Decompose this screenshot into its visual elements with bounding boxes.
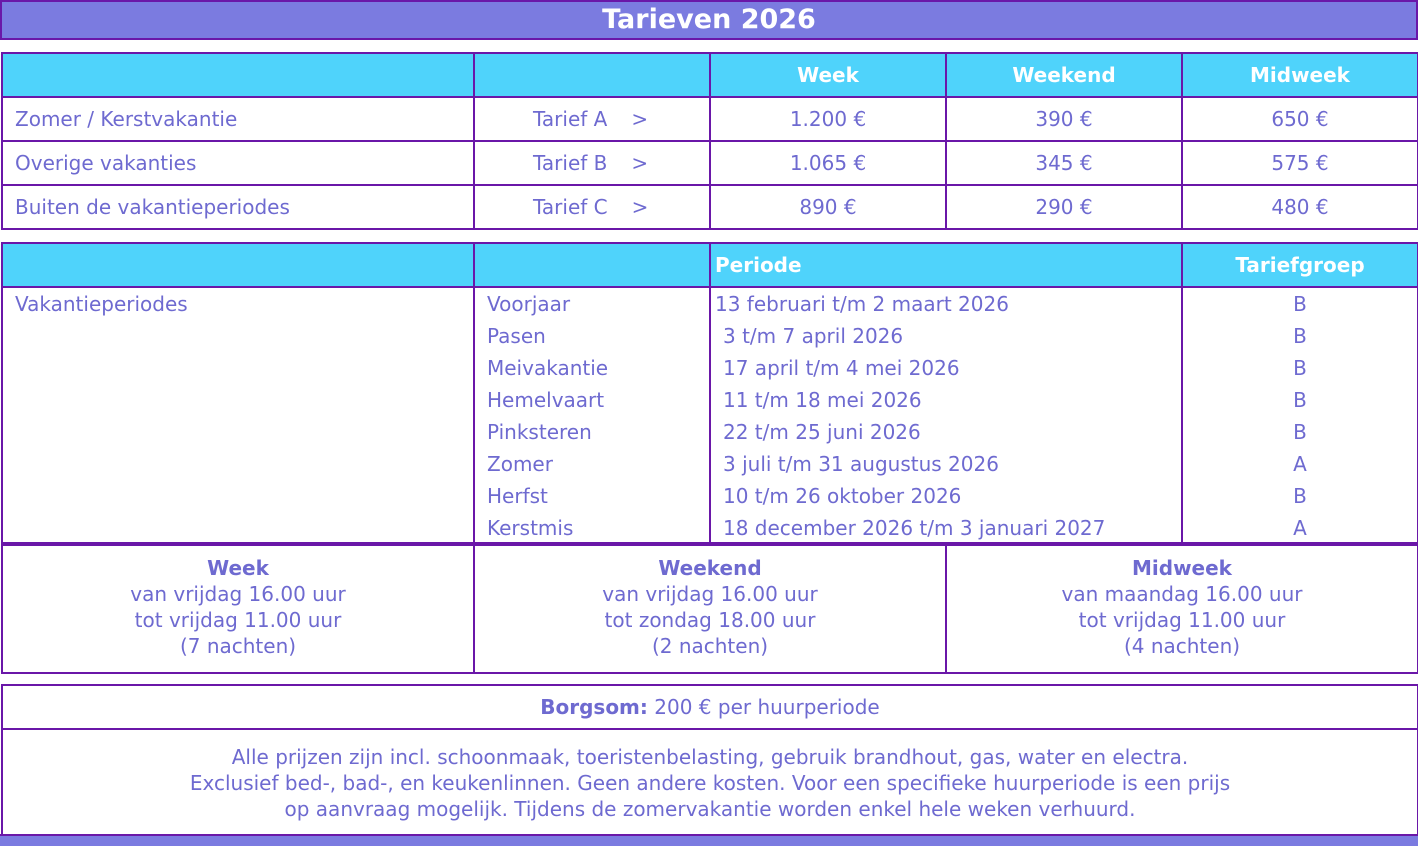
stay-line: tot vrijdag 11.00 uur: [1078, 608, 1286, 632]
period-group: B: [1293, 484, 1307, 508]
rate-week: 890 €: [710, 185, 946, 229]
stay-weekend: [474, 543, 946, 673]
period-groups-cell: [1182, 287, 1418, 545]
rate-weekend: 345 €: [946, 141, 1182, 185]
info-table: [1, 684, 1418, 836]
periods-header-periode: Periode: [710, 243, 1182, 287]
deposit-row: [2, 685, 1418, 729]
period-group: B: [1293, 292, 1307, 316]
notes-cell: [2, 729, 1418, 835]
period-group: B: [1293, 388, 1307, 412]
periods-body-row: [2, 287, 1418, 545]
table-row: [2, 185, 1418, 229]
rate-label: Zomer / Kerstvakantie: [2, 97, 474, 141]
rate-week: 1.065 €: [710, 141, 946, 185]
rate-label: Overige vakanties: [2, 141, 474, 185]
period-date: 3 juli t/m 31 augustus 2026: [723, 452, 999, 476]
stay-line: tot zondag 18.00 uur: [604, 608, 816, 632]
period-dates-cell: [710, 287, 1182, 545]
arrow: >: [631, 195, 649, 219]
rate-tarief: [474, 141, 710, 185]
note-line: op aanvraag mogelijk. Tijdens de zomervakantie worden enkel hele weken verhuurd.: [284, 797, 1136, 821]
period-date: 3 t/m 7 april 2026: [723, 324, 904, 348]
period-name: Meivakantie: [487, 356, 609, 380]
rate-midweek: 650 €: [1182, 97, 1418, 141]
notes-row: [2, 729, 1418, 835]
rates-header-week: Week: [710, 53, 946, 97]
rates-header-empty-1: [2, 53, 474, 97]
periods-label-cell: [2, 287, 474, 545]
stay-title: Week: [207, 556, 269, 580]
stay-line: van maandag 16.00 uur: [1061, 582, 1303, 606]
deposit-cell: [2, 685, 1418, 729]
rate-tarief: [474, 185, 710, 229]
rates-table: [1, 52, 1418, 230]
stays-table: [1, 542, 1418, 674]
period-date: 18 december 2026 t/m 3 januari 2027: [723, 516, 1106, 540]
stays-row: [2, 543, 1418, 673]
period-group: A: [1293, 516, 1307, 540]
note-line: Exclusief bed-, bad-, en keukenlinnen. Geen andere kosten. Voor een specifieke huurperiode is een prijs: [189, 771, 1231, 795]
tarief-name: Tarief A: [533, 107, 608, 131]
deposit-label: Borgsom:: [540, 695, 648, 719]
table-row: [2, 97, 1418, 141]
stay-line: (7 nachten): [179, 634, 297, 658]
rates-header-row: [2, 53, 1418, 97]
stay-line: van vrijdag 16.00 uur: [130, 582, 346, 606]
stay-line: tot vrijdag 11.00 uur: [134, 608, 342, 632]
rate-label: Buiten de vakantieperiodes: [2, 185, 474, 229]
stay-line: (4 nachten): [1123, 634, 1241, 658]
period-group: B: [1293, 324, 1307, 348]
rate-week: 1.200 €: [710, 97, 946, 141]
rate-weekend: 390 €: [946, 97, 1182, 141]
period-date: 22 t/m 25 juni 2026: [723, 420, 921, 444]
stay-title: Weekend: [658, 556, 762, 580]
note-line: Alle prijzen zijn incl. schoonmaak, toeristenbelasting, gebruik brandhout, gas, water en electra.: [231, 745, 1189, 769]
page-title: Tarieven 2026: [0, 0, 1418, 40]
arrow: >: [631, 107, 649, 131]
rate-weekend: 290 €: [946, 185, 1182, 229]
period-date: 17 april t/m 4 mei 2026: [723, 356, 960, 380]
periods-header-row: [2, 243, 1418, 287]
rates-header-weekend: Weekend: [946, 53, 1182, 97]
period-group: B: [1293, 420, 1307, 444]
periods-table: [1, 242, 1418, 546]
period-name: Hemelvaart: [487, 388, 605, 412]
stay-midweek: [946, 543, 1418, 673]
arrow: >: [631, 151, 649, 175]
periods-label: Vakantieperiodes: [15, 292, 188, 316]
stay-week: [2, 543, 474, 673]
period-name: Zomer: [487, 452, 553, 476]
period-group: B: [1293, 356, 1307, 380]
period-group: A: [1293, 452, 1307, 476]
rate-midweek: 575 €: [1182, 141, 1418, 185]
rate-tarief: [474, 97, 710, 141]
tarief-name: Tarief B: [533, 151, 608, 175]
table-row: [2, 141, 1418, 185]
stay-line: (2 nachten): [651, 634, 769, 658]
period-name: Herfst: [487, 484, 548, 508]
periods-header-empty-1: [2, 243, 474, 287]
rates-header-empty-2: [474, 53, 710, 97]
stay-title: Midweek: [1132, 556, 1232, 580]
rates-header-midweek: Midweek: [1182, 53, 1418, 97]
period-date: 13 februari t/m 2 maart 2026: [715, 292, 1009, 316]
periods-header-tariefgroep: Tariefgroep: [1182, 243, 1418, 287]
period-name: Voorjaar: [487, 292, 571, 316]
stay-line: van vrijdag 16.00 uur: [602, 582, 818, 606]
period-name: Kerstmis: [487, 516, 574, 540]
period-date: 11 t/m 18 mei 2026: [723, 388, 922, 412]
tarief-name: Tarief C: [533, 195, 608, 219]
period-names-cell: [474, 287, 710, 545]
rate-midweek: 480 €: [1182, 185, 1418, 229]
period-name: Pasen: [487, 324, 546, 348]
period-name: Pinksteren: [487, 420, 592, 444]
periods-header-empty-2: [474, 243, 710, 287]
period-date: 10 t/m 26 oktober 2026: [723, 484, 962, 508]
deposit-text: 200 € per huurperiode: [654, 695, 880, 719]
bottom-bar: [0, 834, 1418, 846]
